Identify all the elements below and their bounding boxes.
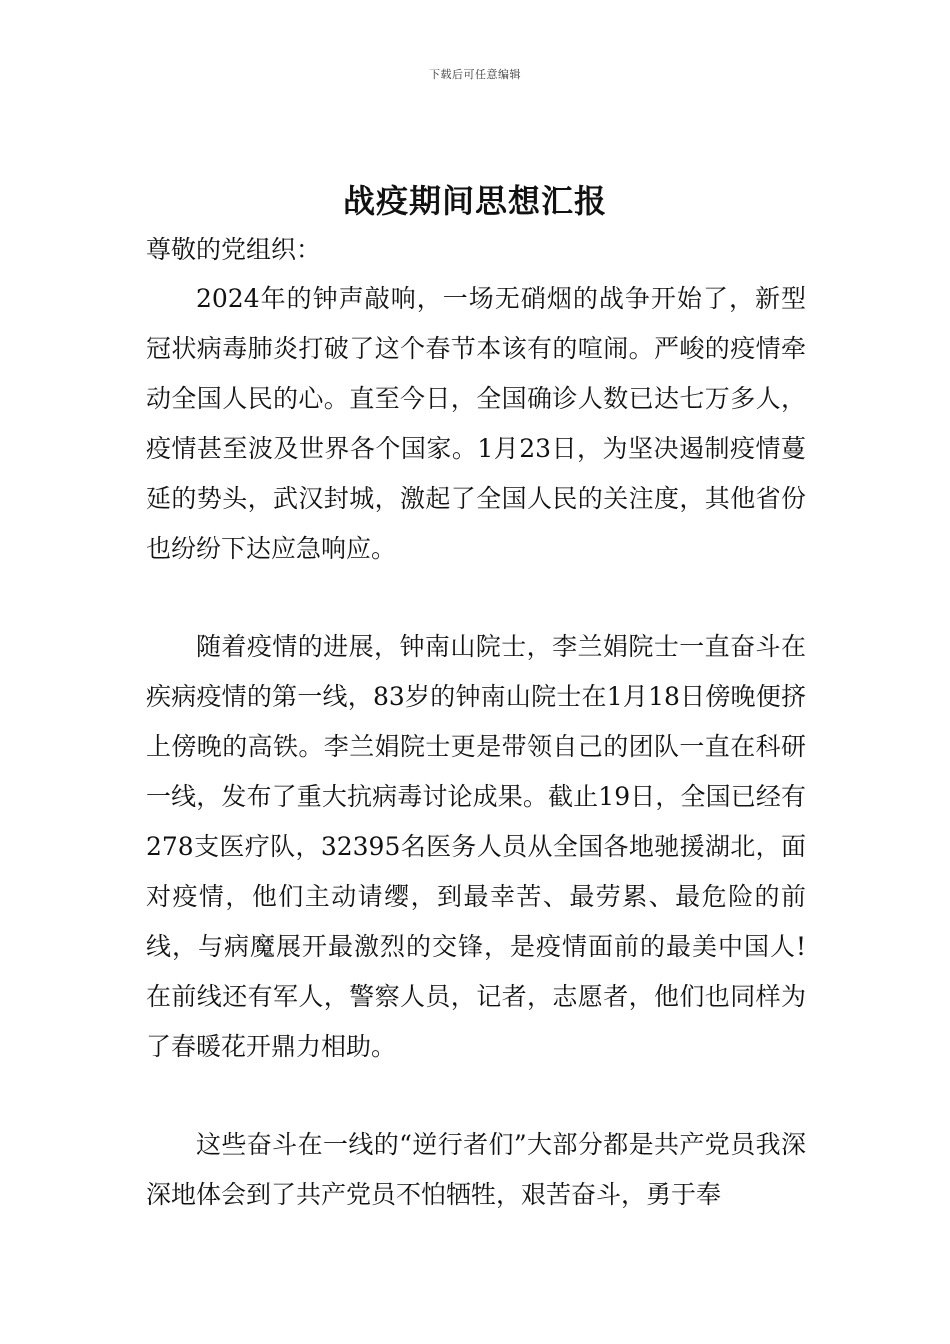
salutation: 尊敬的党组织：	[146, 235, 322, 264]
body-paragraph-3: 这些奋斗在一线的“逆行者们”大部分都是共产党员我深深地体会到了共产党员不怕牺牲，艰苦奋斗，勇于奉	[146, 1130, 806, 1209]
body-paragraph-1: 2024年的钟声敲响，一场无硝烟的战争开始了，新型冠状病毒肺炎打破了这个春节本该有的喧闹。严峻的疫情牵动全国人民的心。直至今日，全国确诊人数已达七万多人，疫情甚至波及世界各个国家。1月23日，为坚决遏制疫情蔓延的势头，武汉封城，激起了全国人民的关注度，其他省份也纷纷下达应急响应。	[146, 284, 806, 563]
header-note: 下载后可任意编辑	[429, 68, 521, 81]
document-title: 战疫期间思想汇报	[342, 182, 607, 220]
body-paragraph-2: 随着疫情的进展，钟南山院士，李兰娟院士一直奋斗在疾病疫情的第一线，83岁的钟南山院士在1月18日傍晚便挤上傍晚的高铁。李兰娟院士更是带领自己的团队一直在科研一线，发布了重大抗病毒讨论成果。截止19日，全国已经有278支医疗队，32395名医务人员从全国各地驰援湖北，面对疫情，他们主动请缨，到最幸苦、最劳累、最危险的前线，与病魔展开最激烈的交锋，是疫情面前的最美中国人!在前线还有军人，警察人员，记者，志愿者，他们也同样为了春暖花开鼎力相助。	[146, 632, 806, 1061]
